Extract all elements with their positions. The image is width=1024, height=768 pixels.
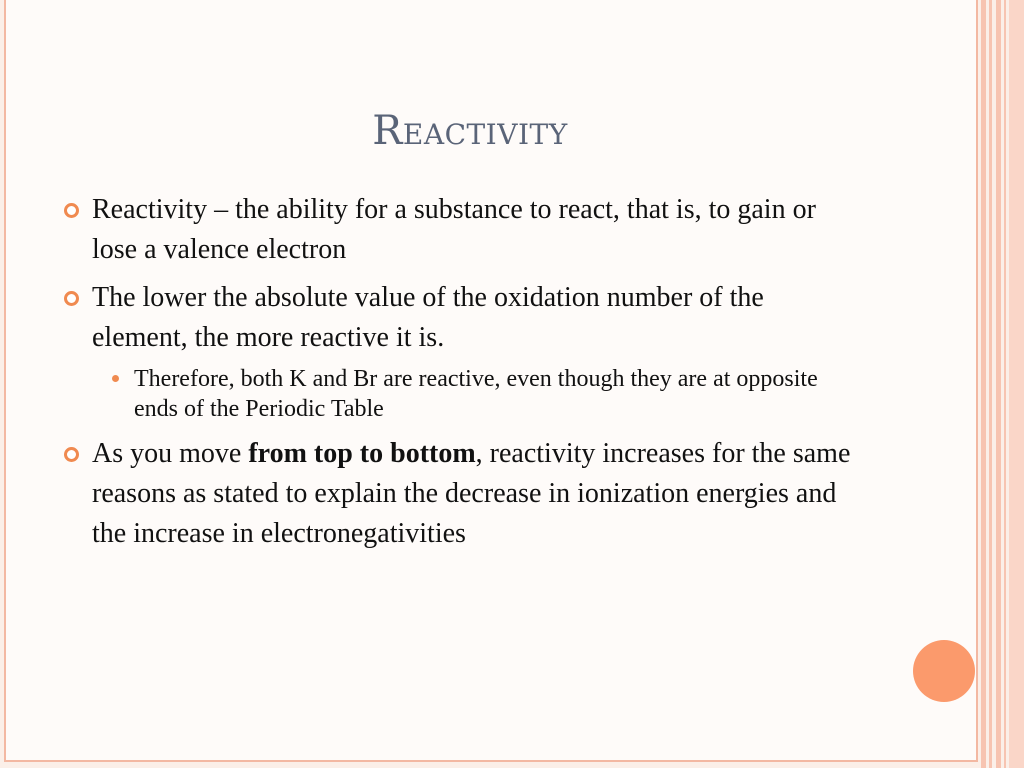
bullet-item — [64, 278, 864, 358]
bullet-text-prefix: As you move — [92, 438, 249, 469]
bullet-text-suffix: , reactivity increases for the same reasons as stated to explain the decrease in ionization energies and the increase in electronegativities — [92, 438, 851, 549]
bullet-text-bold: from top to bottom — [248, 438, 476, 469]
decorative-circle — [913, 640, 975, 702]
slide-content — [64, 190, 864, 562]
bullet-item — [64, 434, 864, 554]
sub-bullet-text: Therefore, both K and Br are reactive, even though they are at opposite ends of the Periodic Table — [134, 366, 818, 422]
bullet-text: Reactivity – the ability for a substance to react, that is, to gain or lose a valence electron — [92, 194, 816, 265]
decorative-stripe — [1009, 0, 1024, 768]
decorative-stripe — [1004, 0, 1006, 768]
decorative-stripe — [996, 0, 1001, 768]
slide-title: Reactivity — [372, 108, 568, 154]
bullet-ring-icon — [64, 203, 79, 218]
bullet-ring-icon — [64, 291, 79, 306]
decorative-stripe — [981, 0, 986, 768]
decorative-stripe — [989, 0, 992, 768]
bullet-dot-icon — [112, 375, 119, 382]
bullet-ring-icon — [64, 447, 79, 462]
sub-bullet-item — [64, 364, 864, 424]
bullet-item — [64, 190, 864, 270]
bullet-text: The lower the absolute value of the oxidation number of the element, the more reactive it is. — [92, 282, 764, 353]
